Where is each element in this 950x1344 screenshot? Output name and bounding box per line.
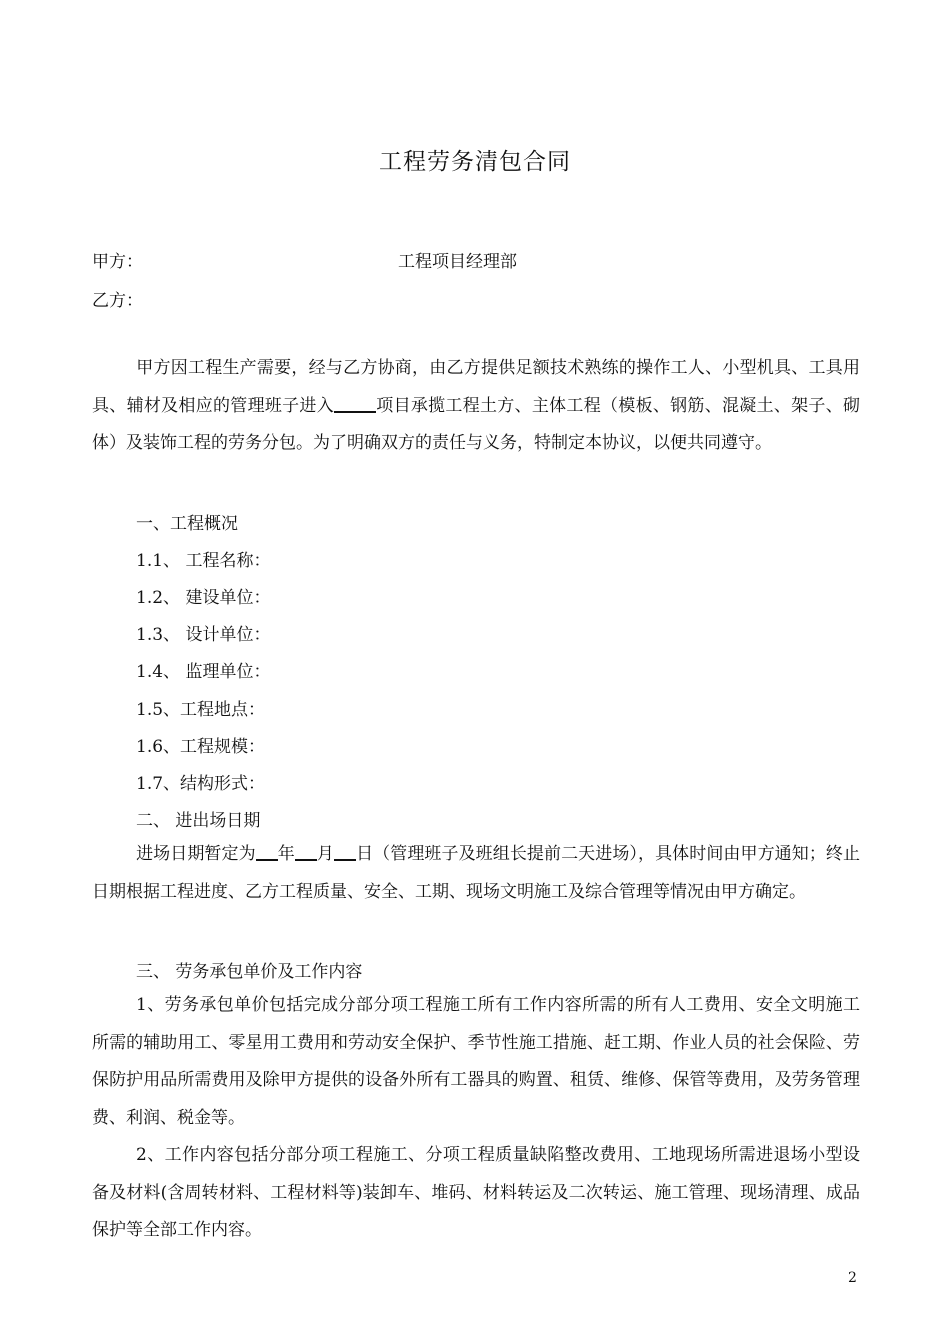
section2-paragraph [92,836,860,911]
work-scope-text: 2、工作内容包括分部分项工程施工、分项工程质量缺陷整改费用、工地现场所需进退场小型设备及材料(含周转材料、工程材料等)装卸车、堆码、材料转运及二次转运、施工管理、现场清理、成品保护等全部工作内容。 [92,1145,860,1240]
month-label: 月 [316,844,335,864]
year-label: 年 [277,844,295,864]
month-blank [295,843,317,861]
intro-text-2: 项目承揽工程土方、主体工程（模板、钢筋、混凝土、架子、砌体）及装饰工程的劳务分包。为了明确双方的责任与义务，特制定本协议，以便共同遵守。 [92,395,860,453]
year-blank [256,843,278,861]
party-a-org: 工程项目经理部 [398,252,517,272]
project-name-blank [334,395,376,413]
entry-date-text: 进场日期暂定为 [136,844,256,864]
day-blank [334,843,356,861]
party-b-label: 乙方： [92,291,143,311]
section3-paragraph-1 [92,987,860,1137]
intro-paragraph [92,350,860,463]
section1-item: 1.7、结构形式： [136,774,266,794]
section1-item: 1.4、 监理单位： [136,662,271,682]
intro-text-1: 甲方因工程生产需要，经与乙方协商，由乙方提供足额技术熟练的操作工人、小型机具、工具用具、辅材及相应的管理班子进入 [92,358,860,416]
section1-heading: 一、工程概况 [136,514,238,534]
price-scope-text: 1、劳务承包单价包括完成分部分项工程施工所有工作内容所需的所有人工费用、安全文明施工所需的辅助用工、零星用工费用和劳动安全保护、季节性施工措施、赶工期、作业人员的社会保险、劳保防护用品所需费用及除甲方提供的设备外所有工器具的购置、租赁、维修、保管等费用，及劳务管理费、利润、税金等。 [92,995,860,1128]
section2-heading: 二、 进出场日期 [136,811,261,831]
section1-item: 1.6、工程规模： [136,737,266,757]
section1-item: 1.3、 设计单位： [136,625,271,645]
document-title: 工程劳务清包合同 [379,149,571,175]
page-number: 2 [848,1270,857,1286]
section1-item: 1.5、工程地点： [136,700,266,720]
section3-heading: 三、 劳务承包单价及工作内容 [136,962,363,982]
party-a-label: 甲方： [92,252,143,272]
section1-item: 1.2、 建设单位： [136,588,271,608]
entry-date-rest: 日（管理班子及班组长提前二天进场），具体时间由甲方通知；终止日期根据工程进度、乙方工程质量、安全、工期、现场文明施工及综合管理等情况由甲方确定。 [92,844,861,902]
section3-paragraph-2 [92,1137,860,1250]
section1-item: 1.1、 工程名称： [136,551,271,571]
